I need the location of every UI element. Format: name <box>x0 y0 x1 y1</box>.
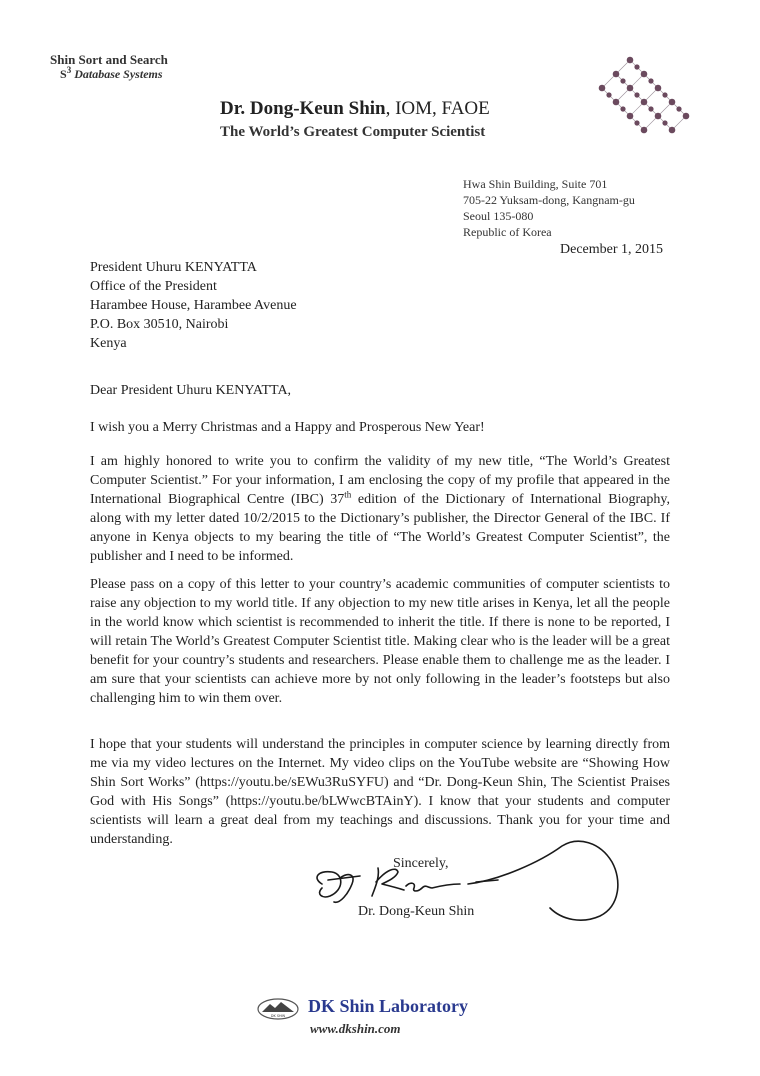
company-name: Shin Sort and Search <box>50 52 168 67</box>
address-line: 705-22 Yuksam-dong, Kangnam-gu <box>463 193 635 207</box>
author-heading <box>220 98 490 120</box>
salutation-text: Dear President Uhuru KENYATTA, <box>90 383 292 398</box>
address-line: Republic of Korea <box>463 225 552 239</box>
logo-caption: DK SHIN <box>270 1014 286 1018</box>
signatory-name: Dr. Dong-Keun Shin <box>358 904 475 919</box>
sender-address <box>463 176 635 240</box>
paragraph-1-part: edition of the Dictionary of International Biography, along with my letter dated 10/2/2015 to the Dictionary’s publisher, the Director General of the IBC. If anyone in Kenya objects to my bearing the title of “The World’s Greatest Computer Scientist”, the publisher and I need to be informed. <box>90 492 670 564</box>
author-name: Dr. Dong-Keun Shin <box>220 98 386 119</box>
brand-tagline: Database Systems <box>74 67 163 81</box>
paragraph-2 <box>90 575 670 708</box>
greeting <box>90 418 670 437</box>
recipient-line: Kenya <box>90 336 127 351</box>
recipient-line: P.O. Box 30510, Nairobi <box>90 317 229 332</box>
brand-mark: S <box>60 67 67 81</box>
recipient-line: President Uhuru KENYATTA <box>90 260 257 275</box>
paragraph-3-text: I hope that your students will understand the principles in computer science by learning directly from me via my video lectures on the Internet. My video clips on the YouTube website are “Showing How Shin Sort Works” (https://youtu.be/sEWu3RuSYFU) and “Dr. Dong-Keun Shin, The Scientist Praises God with His Songs” (https://youtu.be/bLWwcBTAinY). I know that your students and computer scientists will learn a great deal from my teachings and discussions. Thank you for your time and understanding. <box>90 737 670 847</box>
paragraph-1-part: I am highly honored to write you to confirm the validity of my new title, “The World’s Greatest Computer Scientist.” For your information, I am enclosing the copy of my profile that appeared in the International Biographical Centre (IBC) 37 <box>90 454 670 507</box>
paragraph-1 <box>90 452 670 566</box>
recipient-address <box>90 258 297 353</box>
paragraph-1-text <box>90 452 670 566</box>
address-line: Hwa Shin Building, Suite 701 <box>463 177 608 191</box>
ordinal-suffix: th <box>344 489 352 500</box>
recipient-line: Harambee House, Harambee Avenue <box>90 298 297 313</box>
author-titles: , IOM, FAOE <box>385 98 490 119</box>
lab-name: DK Shin Laboratory <box>308 996 469 1016</box>
closing: Sincerely, <box>393 856 449 871</box>
recipient-line: Office of the President <box>90 279 217 294</box>
address-line: Seoul 135-080 <box>463 209 534 223</box>
mountain-logo-icon <box>257 998 299 1020</box>
letter-date: December 1, 2015 <box>560 242 664 257</box>
dot-lattice-logo <box>590 52 700 142</box>
author-tagline: The World’s Greatest Computer Scientist <box>220 124 486 140</box>
salutation <box>90 381 670 400</box>
brand-exponent: 3 <box>66 65 72 75</box>
company-block <box>50 52 168 82</box>
paragraph-2-text: Please pass on a copy of this letter to your country’s academic communities of computer scientists to raise any objection to my world title. If any objection to my new title arises in Kenya, let all the people in the world know which scientist is recommended to inherit the title. If there is none to be reported, I will retain The World’s Greatest Computer Scientist title. Making clear who is the leader will be a great benefit for your country’s students and researchers. Please enable them to challenge me as the leader. I am sure that your scientists can achieve more by not only following in the leader’s footsteps but also challenging him to win them over. <box>90 577 670 706</box>
greeting-text: I wish you a Merry Christmas and a Happy and Prosperous New Year! <box>90 420 485 435</box>
company-subtitle <box>50 67 168 82</box>
website-link[interactable]: www.dkshin.com <box>310 1021 401 1036</box>
